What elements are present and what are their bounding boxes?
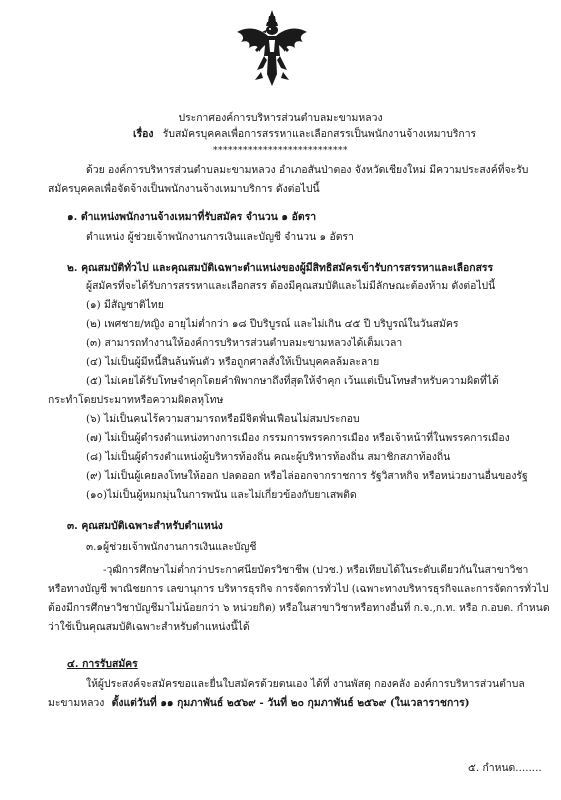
section-4-location: มะขามหลวง: [48, 697, 105, 709]
subject-text: รับสมัครบุคคลเพื่อการสรรหาและเลือกสรรเป็นพนักงานจ้างเหมาบริการ: [162, 128, 477, 140]
next-section-indicator: ๕. กำหนด........: [468, 762, 542, 774]
star-divider: ***************************: [213, 146, 348, 156]
qualification-item: (๖) ไม่เป็นคนไร้ความสามารถหรือมีจิตฟั่นเฟือนไม่สมประกอบ: [86, 413, 360, 425]
subject-label: เรื่อง: [133, 128, 154, 140]
section-3-heading: ๓. คุณสมบัติเฉพาะสำหรับตำแหน่ง: [67, 520, 223, 532]
section-4-heading: ๔. การรับสมัคร: [67, 658, 138, 670]
section-2-intro: ผู้สมัครที่จะได้รับการสรรหาและเลือกสรร ต้องมีคุณสมบัติและไม่มีลักษณะต้องห้าม ดังต่อไปนี้: [86, 280, 496, 292]
section-3-line-1: -วุฒิการศึกษาไม่ต่ำกว่าประกาศนียบัตรวิชาชีพ (ปวช.) หรือเทียบได้ในระดับเดียวกันในสาขาวิชา: [103, 564, 529, 576]
subject-line: [133, 127, 476, 141]
qualification-item: (๕) ไม่เคยได้รับโทษจำคุกโดยคำพิพากษาถึงที่สุดให้จำคุก เว้นแต่เป็นโทษสำหรับความผิดที่ได้: [86, 375, 499, 387]
application-period: ตั้งแต่วันที่ ๑๑ กุมภาพันธ์ ๒๕๖๙ - วันที่ ๒๐ กุมภาพันธ์ ๒๕๖๙ (ในเวลาราชการ): [111, 697, 470, 709]
qualification-item: (๗) ไม่เป็นผู้ดำรงตำแหน่งทางการเมือง กรรมการพรรคการเมือง หรือเจ้าหน้าที่ในพรรคการเมือง: [86, 432, 510, 444]
qualification-item: (๑) มีสัญชาติไทย: [86, 299, 164, 311]
announcement-title: ประกาศองค์การบริหารส่วนตำบลมะขามหลวง: [178, 112, 383, 124]
section-3-line-3: ต้องมีการศึกษาวิชาบัญชีมาไม่น้อยกว่า ๖ หน่วยกิต) หรือในสาขาวิชาหรือทางอื่นที่ ก.จ.,ก.ท. หรือ ก.อบต. กำหนด: [48, 602, 550, 614]
intro-line-1: ด้วย องค์การบริหารส่วนตำบลมะขามหลวง อำเภอสันป่าตอง จังหวัดเชียงใหม่ มีความประสงค์ที่จะรับ: [86, 164, 529, 176]
section-4-line-1: ให้ผู้ประสงค์จะสมัครขอและยื่นใบสมัครด้วยตนเอง ได้ที่ งานพัสดุ กองคลัง องค์การบริหารส่วนตำบล: [86, 678, 525, 690]
intro-line-2: สมัครบุคคลเพื่อจัดจ้างเป็นพนักงานจ้างเหมาบริการ ดังต่อไปนี้: [48, 183, 320, 195]
section-1-body: ตำแหน่ง ผู้ช่วยเจ้าพนักงานการเงินและบัญชี จำนวน ๑ อัตรา: [86, 231, 354, 243]
qualification-item: (๑๐)ไม่เป็นผู้หมกมุ่นในการพนัน และไม่เกี่ยวข้องกับยาเสพติด: [86, 489, 357, 501]
qualification-item: (๒) เพศชาย/หญิง อายุไม่ต่ำกว่า ๑๘ ปีบริบูรณ์ และไม่เกิน ๔๕ ปี บริบูรณ์ในวันสมัคร: [86, 318, 459, 330]
section-3-line-4: ว่าใช้เป็นคุณสมบัติเฉพาะสำหรับตำแหน่งนี้ได้: [48, 621, 250, 633]
qualification-item: (๙) ไม่เป็นผู้เคยลงโทษให้ออก ปลดออก หรือไล่ออกจากราชการ รัฐวิสาหกิจ หรือหน่วยงานอื่นของรัฐ: [86, 470, 528, 482]
section-4-line-2: [48, 696, 470, 710]
qualification-item: (๓) สามารถทำงานให้องค์การบริหารส่วนตำบลมะขามหลวงได้เต็มเวลา: [86, 337, 403, 349]
qualification-item: (๔) ไม่เป็นผู้มีหนี้สินล้นพ้นตัว หรือถูกศาลสั่งให้เป็นบุคคลล้มละลาย: [86, 356, 380, 368]
qualification-item-continued: กระทำโดยประมาทหรือความผิดลหุโทษ: [48, 394, 224, 406]
section-3-subheading: ๓.๑ผู้ช่วยเจ้าพนักงานการเงินและบัญชี: [86, 541, 257, 553]
section-3-line-2: หรือทางบัญชี พาณิชยการ เลขานุการ บริหารธุรกิจ การจัดการทั่วไป (เฉพาะทางบริหารธุรกิจและการจัดการทั่วไป: [48, 583, 549, 595]
qualification-item: (๘) ไม่เป็นผู้ดำรงตำแหน่งผู้บริหารท้องถิ่น คณะผู้บริหารท้องถิ่น สมาชิกสภาท้องถิ่น: [86, 451, 451, 463]
section-2-heading: ๒. คุณสมบัติทั่วไป และคุณสมบัติเฉพาะตำแหน่งของผู้มีสิทธิสมัครเข้ารับการสรรหาและเลือกสรร: [67, 262, 494, 274]
garuda-emblem-icon: [233, 8, 311, 88]
section-1-heading: ๑. ตำแหน่งพนักงานจ้างเหมาที่รับสมัคร จำนวน ๑ อัตรา: [67, 211, 317, 223]
